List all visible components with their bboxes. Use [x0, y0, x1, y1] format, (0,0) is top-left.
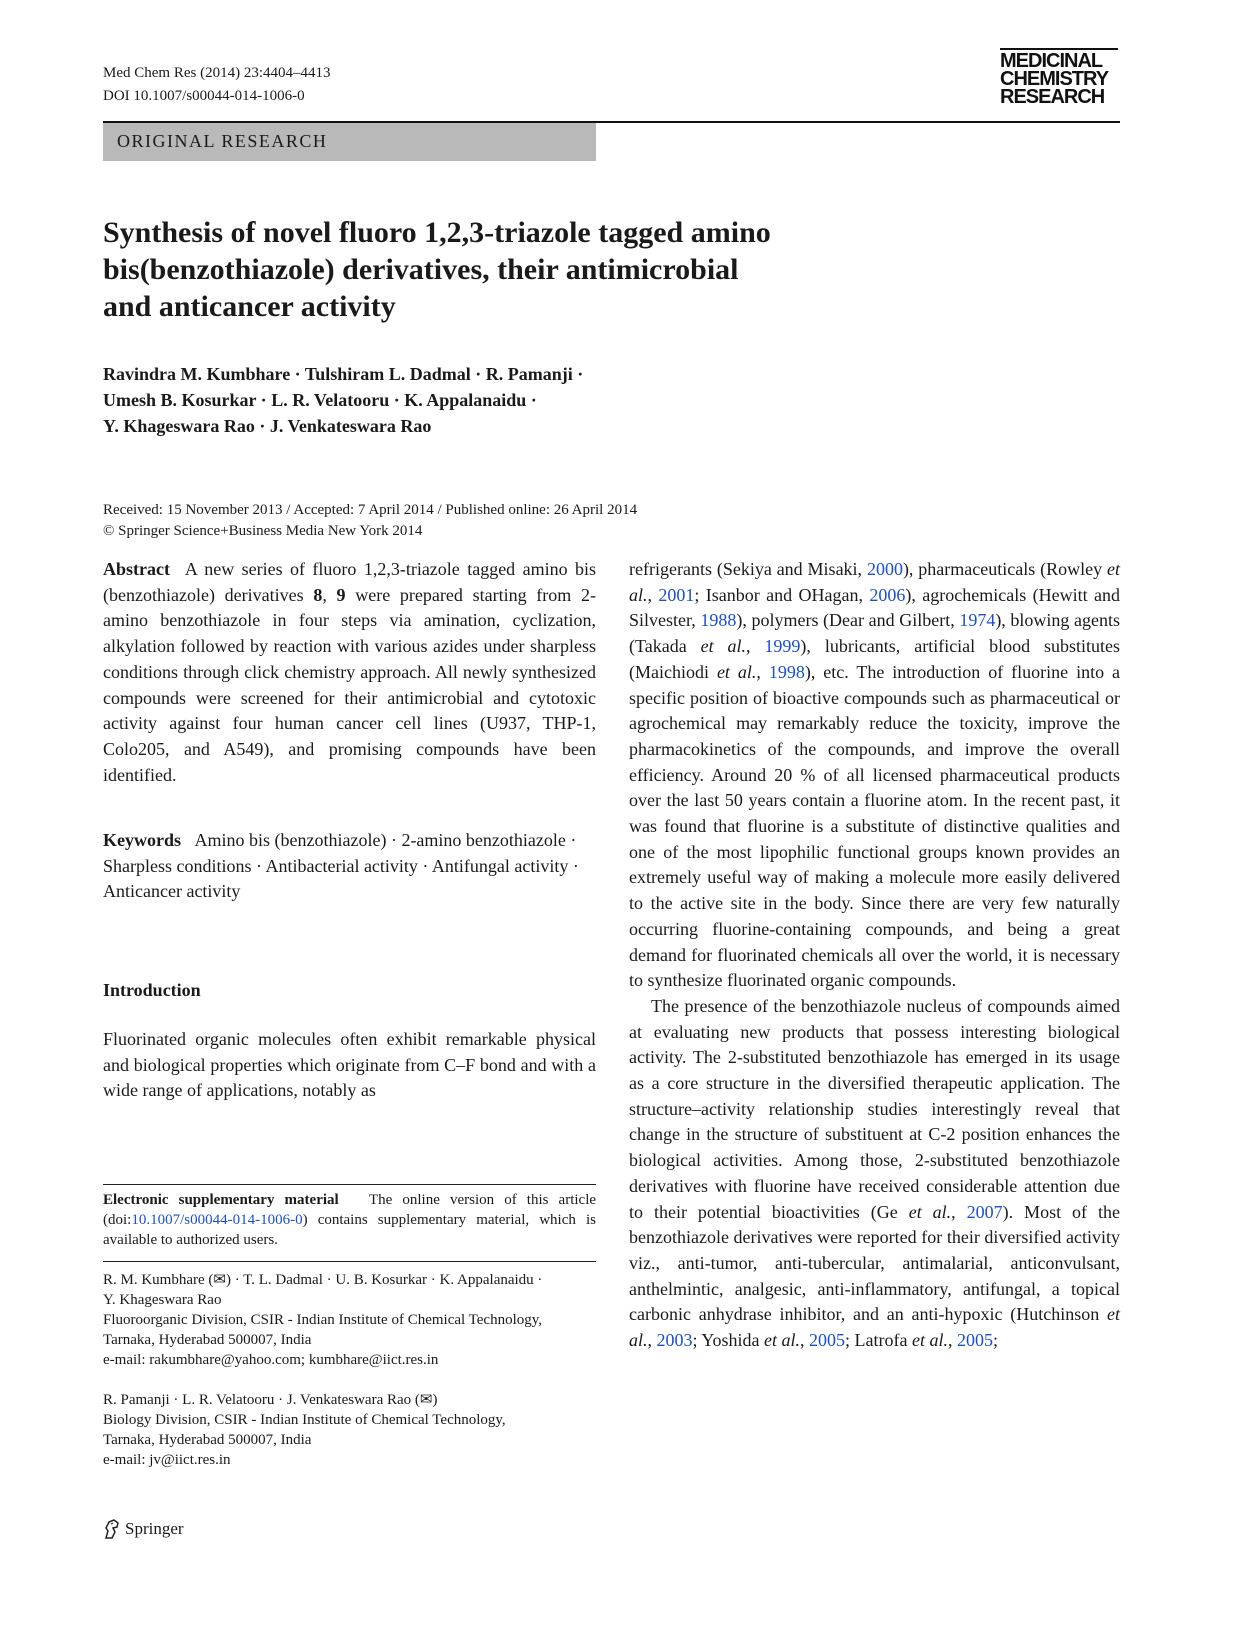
et-al: et al.	[629, 559, 1120, 605]
affiliation-email: e-mail: rakumbhare@yahoo.com; kumbhare@iict.res.in	[103, 1352, 439, 1368]
compound-ref: 8	[313, 584, 323, 605]
citation-link[interactable]: 1974	[959, 610, 996, 631]
article-doi: DOI 10.1007/s00044-014-1006-0	[103, 88, 305, 104]
copyright-line: © Springer Science+Business Media New York 2014	[103, 523, 423, 539]
journal-header	[103, 62, 330, 108]
title-line: bis(benzothiazole) derivatives, their antimicrobial	[103, 253, 739, 286]
text-run: ), pharmaceuticals (Rowley	[902, 559, 1107, 579]
footnote-rule	[103, 1261, 596, 1262]
title-line: and anticancer activity	[103, 290, 396, 323]
esm-heading: Electronic supplementary material	[103, 1192, 339, 1208]
footnote-rule	[103, 1184, 596, 1185]
article-title	[103, 214, 883, 325]
citation-link[interactable]: 2000	[866, 559, 903, 579]
et-al: et al.	[764, 1330, 801, 1351]
text-run: ,	[951, 1201, 967, 1222]
abstract-text: were prepared starting from 2-amino benzothiazole in four steps via amination, cyclization, alkylation followed by reaction with various azides under sharpless conditions through click chemistry approach. All newly synthesized compounds were screened for their antimicrobial and cytotoxic activity against four human cancer cell lines (U937, THP-1, Colo205, and A549), and promising compounds have been identified.	[103, 584, 596, 785]
affiliation-2	[103, 1390, 533, 1470]
citation-link[interactable]: 1998	[768, 661, 805, 682]
author-line: Ravindra M. Kumbhare · Tulshiram L. Dadmal · R. Pamanji ·	[103, 364, 584, 384]
affiliation-1	[103, 1270, 543, 1370]
text-run: ,	[647, 1330, 657, 1351]
text-run: refrigerants (Sekiya and Misaki,	[629, 559, 867, 579]
journal-logo	[1000, 52, 1118, 106]
et-al: et al.	[629, 1304, 1120, 1351]
abstract-heading: Abstract	[103, 559, 170, 579]
text-run: ), etc. The introduction of fluorine into a specific position of bioactive compounds such as pharmaceutical or agrochemical may remarkably reduce the toxicity, improve the pharmacokinetics of the compounds, and improve the overall efficiency. Around 20 % of all licensed pharmaceutical products over the last 50 years contain a fluorine atom. In the recent past, it was found that fluorine is a substitute of distinctive qualities and one of the most lipophilic functional groups known provides an extremely useful way of making a molecule more easily delivered to the active site in the body. Since there are very few naturally occurring fluorine-containing compounds, and being a great demand for fluorinated chemicals all over the world, it is necessary to synthesize fluorinated organic compounds.	[629, 661, 1121, 991]
abstract-text: A new series of fluoro 1,2,3-triazole tagged amino bis (benzothiazole) derivatives	[103, 559, 596, 605]
text-run: ,	[800, 1330, 810, 1351]
text-run: ), agrochemicals (Hewitt and Silvester,	[629, 584, 1121, 631]
text-run: ). Most of the benzothiazole derivatives were reported for their diversified activity viz., anti-tumor, anti-tubercular, antimalarial, anticonvulsant, anthelmintic, analgesic, anti-inflammatory, antifungal, a topical carbonic anhydrase inhibitor, and an anti-hypoxic (Hutchinson	[629, 1201, 1120, 1325]
springer-horse-icon	[103, 1519, 121, 1539]
text-run: ), polymers (Dear and Gilbert,	[736, 610, 960, 631]
text-run: ,	[756, 661, 769, 682]
text-run: ), blowing agents (Takada	[629, 610, 1120, 657]
esm-text: ) contains supplementary material, which is available to authorized users.	[103, 1212, 596, 1248]
et-al: et al.	[908, 1201, 952, 1222]
section-tag-label: ORIGINAL RESEARCH	[117, 131, 328, 151]
author-line: Umesh B. Kosurkar · L. R. Velatooru · K. Appalanaidu ·	[103, 390, 537, 410]
esm-note	[103, 1190, 596, 1250]
text-run: ,	[647, 584, 659, 605]
section-tag	[103, 123, 596, 161]
affiliation-institute: Biology Division, CSIR - Indian Institute of Chemical Technology, Tarnaka, Hyderabad 500007, India	[103, 1412, 506, 1448]
right-column	[629, 557, 1120, 1354]
citation-link[interactable]: 2001	[658, 584, 695, 605]
text-run: ;	[993, 1330, 999, 1351]
author-list	[103, 361, 803, 439]
text-run: ; Yoshida	[692, 1330, 765, 1351]
citation-link[interactable]: 1999	[764, 636, 801, 657]
compound-ref: 9	[336, 584, 346, 605]
logo-line: RESEARCH	[1000, 86, 1105, 108]
publication-dates	[103, 500, 903, 542]
separator: ,	[322, 584, 337, 605]
citation-link[interactable]: 2007	[966, 1201, 1003, 1222]
text-run: ; Latrofa	[845, 1330, 913, 1351]
citation-link[interactable]: 1988	[700, 610, 737, 631]
citation-link[interactable]: 2005	[809, 1330, 846, 1351]
introduction-heading: Introduction	[103, 980, 201, 1000]
et-al: et al.	[912, 1330, 949, 1351]
citation-link[interactable]: 2006	[869, 584, 906, 605]
title-line: Synthesis of novel fluoro 1,2,3-triazole tagged amino	[103, 216, 771, 249]
publisher-name: Springer	[125, 1519, 184, 1538]
citation-link[interactable]: 2005	[957, 1330, 994, 1351]
et-al: et al.	[700, 636, 747, 657]
publisher-footer	[103, 1519, 184, 1539]
keywords-text: Amino bis (benzothiazole) · 2-amino benzothiazole · Sharpless conditions · Antibacterial activity · Antifungal activity · Anticancer activity	[103, 830, 579, 902]
affiliation-institute: Fluoroorganic Division, CSIR - Indian Institute of Chemical Technology, Tarnaka, Hyderabad 500007, India	[103, 1312, 543, 1348]
keywords	[103, 828, 596, 905]
journal-citation: Med Chem Res (2014) 23:4404–4413	[103, 65, 331, 81]
citation-link[interactable]: 2003	[656, 1330, 693, 1351]
author-line: Y. Khageswara Rao · J. Venkateswara Rao	[103, 416, 432, 436]
abstract	[103, 557, 596, 788]
dates-line: Received: 15 November 2013 / Accepted: 7 April 2014 / Published online: 26 April 2014	[103, 502, 638, 518]
logo-line: CHEMISTRY	[1000, 68, 1109, 90]
intro-paragraph-1	[629, 557, 1120, 994]
text-run: The presence of the benzothiazole nucleus of compounds aimed at evaluating new products that possess interesting biological activity. The 2-substituted benzothiazole has emerged in its usage as a core structure in the diversified therapeutic application. The structure–activity relationship studies interestingly reveal that change in the structure of substituent at C-2 position enhances the biological activities. Among those, 2-substituted benzothiazole derivatives with fluorine have received considerable attention due to their potential bioactivities (Ge	[629, 995, 1120, 1222]
text-run: ,	[746, 636, 765, 657]
esm-doi-link[interactable]: 10.1007/s00044-014-1006-0	[131, 1212, 303, 1228]
intro-paragraph-2	[629, 994, 1120, 1354]
et-al: et al.	[716, 661, 757, 682]
text-run: ,	[948, 1330, 958, 1351]
introduction-paragraph: Fluorinated organic molecules often exhibit remarkable physical and biological properties which originate from C–F bond and with a wide range of applications, notably as	[103, 1029, 596, 1101]
text-run: ), lubricants, artificial blood substitutes (Maichiodi	[629, 636, 1120, 682]
affiliation-names: R. Pamanji · L. R. Velatooru · J. Venkateswara Rao (✉)	[103, 1392, 438, 1408]
affiliation-email: e-mail: jv@iict.res.in	[103, 1452, 231, 1468]
esm-text: The online version of this article (doi:	[103, 1192, 597, 1228]
affiliation-names: R. M. Kumbhare (✉) · T. L. Dadmal · U. B. Kosurkar · K. Appalanaidu · Y. Khageswara Rao	[103, 1272, 543, 1308]
keywords-heading: Keywords	[103, 830, 181, 850]
logo-line: MEDICINAL	[1000, 50, 1103, 72]
text-run: ; Isanbor and OHagan,	[694, 584, 870, 605]
